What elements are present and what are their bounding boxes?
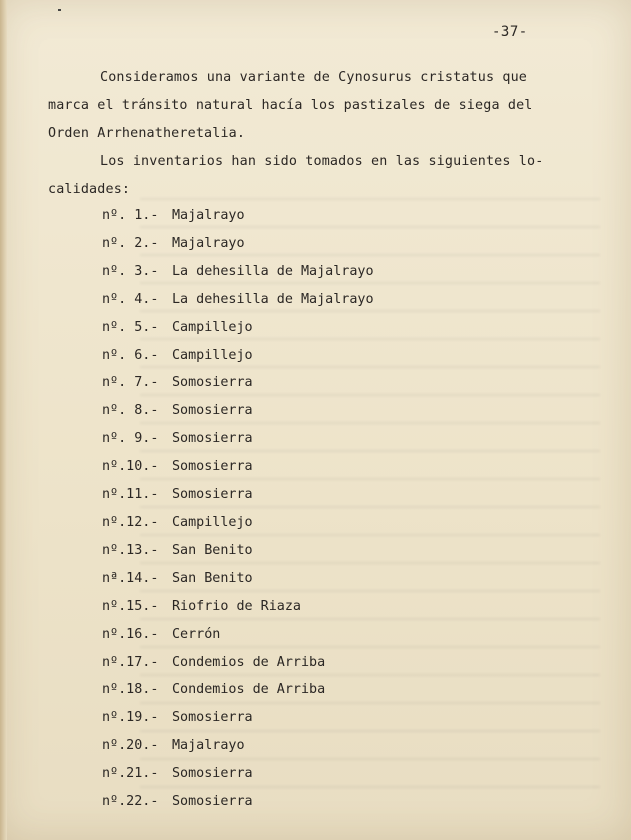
locality-item bbox=[102, 509, 374, 537]
locality-number: nº.20.- bbox=[102, 738, 159, 754]
locality-place: Somosierra bbox=[172, 403, 253, 419]
locality-item bbox=[102, 481, 374, 509]
locality-place: San Benito bbox=[172, 570, 253, 586]
locality-place: Majalrayo bbox=[172, 235, 245, 251]
locality-item bbox=[102, 565, 374, 593]
locality-number: nº.10.- bbox=[102, 459, 159, 475]
intro-line: marca el tránsito natural hacía los pastizales de siega del bbox=[48, 98, 533, 113]
ink-speck bbox=[58, 9, 61, 11]
locality-place: Campillejo bbox=[172, 319, 253, 335]
locality-number: nº.12.- bbox=[102, 514, 159, 530]
locality-place: Riofrio de Riaza bbox=[172, 598, 301, 614]
locality-item bbox=[102, 397, 374, 425]
locality-item bbox=[102, 202, 374, 230]
locality-number: nº.13.- bbox=[102, 542, 159, 558]
intro-line: Los inventarios han sido tomados en las siguientes lo- bbox=[100, 154, 544, 169]
locality-place: Somosierra bbox=[172, 487, 253, 503]
locality-place: Somosierra bbox=[172, 375, 253, 391]
locality-number: nº.21.- bbox=[102, 766, 159, 782]
locality-item bbox=[102, 704, 374, 732]
locality-item bbox=[102, 788, 374, 816]
locality-item bbox=[102, 314, 374, 342]
locality-number: nº. 4.- bbox=[102, 291, 159, 307]
locality-place: Majalrayo bbox=[172, 738, 245, 754]
locality-number: nº.17.- bbox=[102, 654, 159, 670]
locality-place: Campillejo bbox=[172, 347, 253, 363]
locality-item bbox=[102, 453, 374, 481]
locality-place: Cerrón bbox=[172, 626, 221, 642]
locality-number: nº. 5.- bbox=[102, 319, 159, 335]
locality-number: nº. 1.- bbox=[102, 208, 159, 223]
page-number: -37- bbox=[492, 24, 528, 40]
locality-place: Condemios de Arriba bbox=[172, 682, 326, 698]
locality-number: nº.22.- bbox=[102, 794, 159, 810]
locality-place: Condemios de Arriba bbox=[172, 654, 326, 670]
locality-number: nº.15.- bbox=[102, 598, 159, 614]
locality-item bbox=[102, 760, 374, 788]
intro-line: calidades: bbox=[48, 182, 131, 197]
locality-number: nº. 2.- bbox=[102, 235, 159, 251]
locality-place: Majalrayo bbox=[172, 208, 245, 223]
page-binding-edge bbox=[0, 0, 7, 840]
locality-place: La dehesilla de Majalrayo bbox=[172, 291, 374, 307]
locality-number: nº. 8.- bbox=[102, 403, 159, 419]
locality-place: Somosierra bbox=[172, 710, 253, 726]
locality-place: La dehesilla de Majalrayo bbox=[172, 263, 374, 279]
locality-place: Somosierra bbox=[172, 459, 253, 475]
locality-number: nº.11.- bbox=[102, 487, 159, 503]
locality-list bbox=[102, 202, 374, 816]
locality-place: Somosierra bbox=[172, 794, 253, 810]
locality-place: San Benito bbox=[172, 542, 253, 558]
locality-item bbox=[102, 593, 374, 621]
locality-number: nº.18.- bbox=[102, 682, 159, 698]
locality-number: nª.14.- bbox=[102, 570, 159, 586]
locality-item bbox=[102, 537, 374, 565]
locality-number: nº.16.- bbox=[102, 626, 159, 642]
locality-place: Campillejo bbox=[172, 514, 253, 530]
intro-line: Orden Arrhenatheretalia. bbox=[48, 126, 246, 141]
locality-number: nº. 3.- bbox=[102, 263, 159, 279]
locality-number: nº.19.- bbox=[102, 710, 159, 726]
locality-place: Somosierra bbox=[172, 431, 253, 447]
intro-line: Consideramos una variante de Cynosurus cristatus que bbox=[100, 70, 528, 85]
locality-number: nº. 6.- bbox=[102, 347, 159, 363]
intro-paragraph bbox=[48, 64, 593, 204]
locality-item bbox=[102, 230, 374, 258]
locality-item bbox=[102, 369, 374, 397]
locality-item bbox=[102, 621, 374, 649]
locality-number: nº. 7.- bbox=[102, 375, 159, 391]
locality-item bbox=[102, 286, 374, 314]
locality-item bbox=[102, 342, 374, 370]
locality-item bbox=[102, 258, 374, 286]
locality-place: Somosierra bbox=[172, 766, 253, 782]
locality-item bbox=[102, 732, 374, 760]
locality-item bbox=[102, 649, 374, 677]
locality-number: nº. 9.- bbox=[102, 431, 159, 447]
locality-item bbox=[102, 425, 374, 453]
locality-item bbox=[102, 676, 374, 704]
